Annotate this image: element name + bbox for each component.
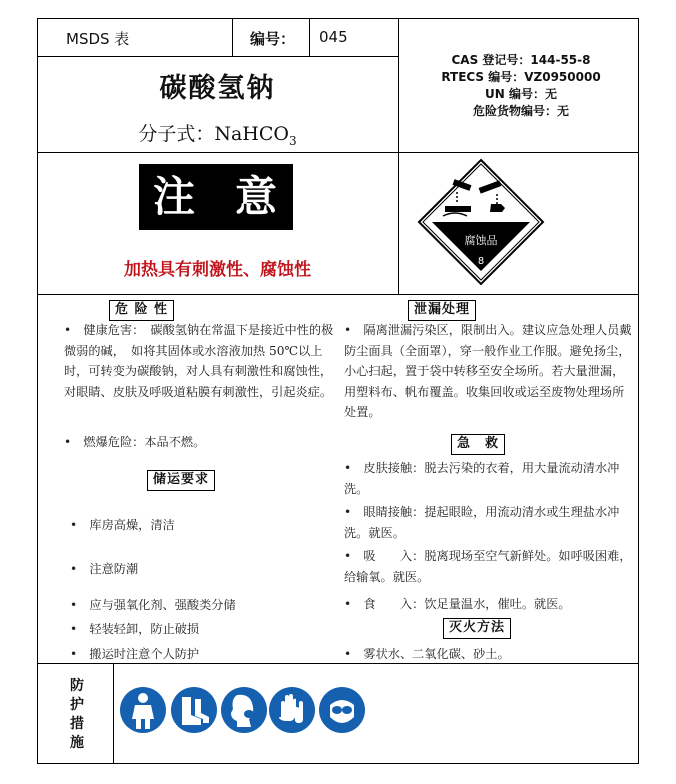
ingestion-text: • 食 入：饮足量温水，催吐。就医。 <box>344 597 571 611</box>
storage-item: • 搬运时注意个人防护 <box>70 647 200 661</box>
corrosive-pictogram <box>417 158 545 286</box>
firefighting-text: • 雾状水、二氧化碳、砂土。 <box>344 647 510 661</box>
rtecs-number: RTECS 编号：VZ0950000 <box>441 70 601 84</box>
molecular-formula <box>37 119 398 148</box>
pictogram-label: 腐蚀品 <box>464 234 498 247</box>
eye-contact-text: • 眼睛接触：提起眼睑，用流动清水或生理盐水冲洗。就医。 <box>344 505 620 540</box>
inhalation-text: • 吸 入：脱离现场至空气新鲜处。如呼吸困难，给输氧。就医。 <box>344 549 632 584</box>
safety-boots-icon <box>171 687 217 733</box>
divider <box>398 18 399 294</box>
number-value: 045 <box>319 28 348 46</box>
storage-item: • 轻装轻卸，防止破损 <box>70 622 200 636</box>
hazard-statement: 加热具有刺激性、腐蚀性 <box>124 260 311 280</box>
protection-label: 防 护 措 施 <box>70 678 84 751</box>
msds-label: MSDS 表 <box>66 30 130 48</box>
dangerous-goods-number: 危险货物编号：无 <box>472 104 569 118</box>
leak-section-title: 泄漏处理 <box>408 300 476 321</box>
formula-main: NaHCO <box>214 123 289 145</box>
protective-suit-icon <box>120 687 166 733</box>
divider <box>37 56 398 57</box>
first-aid-section-title: 急 救 <box>451 434 505 455</box>
skin-contact-text: • 皮肤接触：脱去污染的衣着，用大量流动清水冲洗。 <box>344 461 620 496</box>
storage-section-title: 储运要求 <box>147 470 215 491</box>
registry-info <box>406 52 636 120</box>
firefighting-section-title: 灭火方法 <box>443 618 511 639</box>
leak-handling-text: • 隔离泄漏污染区，限制出入。建议应急处理人员戴防尘面具（全面罩），穿一般作业工作服。避免扬尘，小心扫起，置于袋中转移至安全场所。若大量泄漏，用塑料布、帆布覆盖。收集回收或运至废物处理场所处置。 <box>344 323 632 419</box>
signal-word-char: 意 <box>235 172 278 221</box>
signal-word-char: 注 <box>153 172 196 221</box>
cas-number: CAS 登记号：144-55-8 <box>451 53 591 67</box>
respirator-icon <box>221 687 267 733</box>
fire-hazard-text: • 燃爆危险：本品不燃。 <box>64 435 206 449</box>
storage-item: • 应与强氧化剂、强酸类分储 <box>70 598 236 612</box>
hazard-section-title: 危 险 性 <box>109 300 174 321</box>
goggles-icon <box>319 687 365 733</box>
un-number: UN 编号：无 <box>485 87 557 101</box>
storage-item: • 库房高燥，清洁 <box>70 518 175 532</box>
divider <box>37 294 639 295</box>
divider <box>309 18 310 56</box>
divider <box>113 663 114 764</box>
storage-item: • 注意防潮 <box>70 562 139 576</box>
product-name: 碳酸氢钠 <box>159 73 276 104</box>
signal-word-box <box>139 164 293 230</box>
pictogram-class: 8 <box>477 256 485 267</box>
formula-subscript: 3 <box>289 133 297 148</box>
gloves-icon <box>269 687 315 733</box>
formula-prefix: 分子式： <box>138 123 215 145</box>
number-label: 编号： <box>250 30 296 48</box>
divider <box>37 152 639 153</box>
divider <box>232 18 233 56</box>
health-hazard-text: • 健康危害： 碳酸氢钠在常温下是接近中性的极微弱的碱， 如将其固体或水溶液加热 50℃以上时，可转变为碳酸钠，对人具有刺激性和腐蚀性，对眼睛、皮肤及呼吸道粘膜有刺激性，引起炎症。 <box>64 323 334 399</box>
